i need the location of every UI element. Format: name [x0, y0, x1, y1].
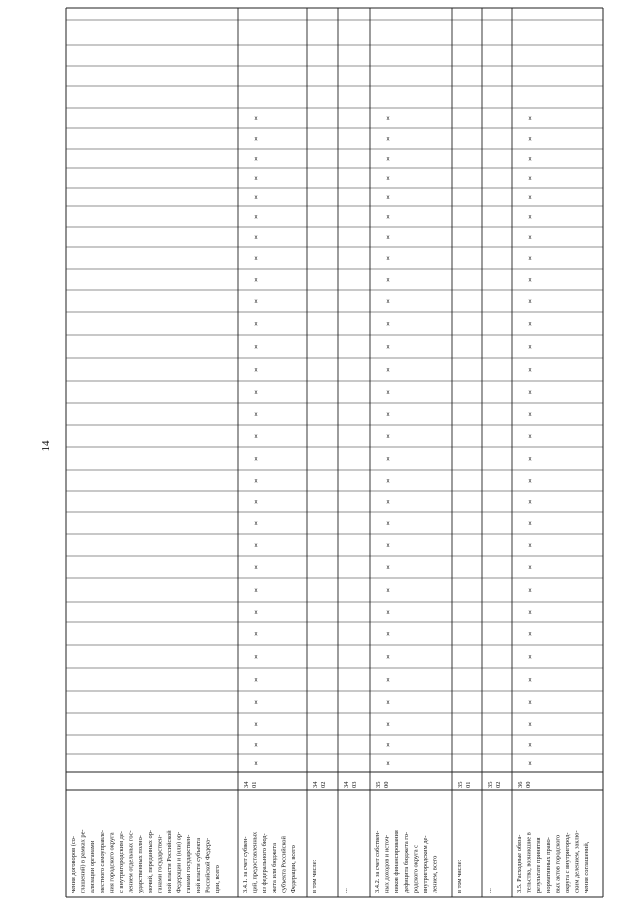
row-label	[311, 859, 318, 893]
x-mark: x	[254, 631, 258, 638]
x-mark: x	[528, 156, 532, 163]
x-mark: x	[254, 176, 258, 182]
x-mark: x	[254, 543, 258, 549]
x-mark: x	[386, 456, 390, 463]
row-label-line: нормативных право-	[544, 837, 552, 893]
x-mark: x	[528, 761, 532, 767]
x-mark: x	[528, 677, 532, 684]
x-mark: x	[528, 521, 532, 527]
x-mark: x	[528, 499, 532, 506]
row-label-line: 3.5. Расходные обяза-	[516, 834, 523, 893]
row-label-line: субъекта Российской	[280, 836, 288, 893]
page-number: 14	[40, 440, 52, 452]
x-mark: x	[386, 235, 390, 241]
row-label	[342, 888, 349, 893]
row-code: 00	[525, 781, 532, 788]
x-mark: x	[528, 434, 532, 440]
row-label	[242, 831, 297, 894]
x-mark: x	[528, 631, 532, 638]
x-mark: x	[386, 299, 390, 305]
row-label-line: ния городского округа	[108, 832, 116, 893]
row-label-line: жета или бюджета	[270, 843, 278, 893]
row-code: 35	[487, 781, 494, 788]
x-mark: x	[254, 499, 258, 506]
row-label	[456, 859, 463, 893]
row-code: 02	[495, 781, 502, 788]
x-mark: x	[386, 195, 390, 201]
x-mark: x	[528, 565, 532, 571]
x-mark: x	[386, 277, 390, 284]
x-mark: x	[528, 543, 532, 549]
x-mark: x	[386, 521, 390, 527]
x-mark: x	[386, 631, 390, 638]
row-code: 35	[457, 781, 464, 788]
row-label-line: Федерации, всего	[290, 845, 297, 893]
row-label-line: в том числе:	[456, 859, 463, 893]
x-mark: x	[254, 588, 258, 594]
x-mark: x	[528, 116, 532, 122]
x-mark: x	[254, 565, 258, 571]
x-mark: x	[528, 654, 532, 661]
row-label-line: результате принятия	[535, 837, 543, 893]
x-mark: x	[386, 543, 390, 549]
row-label-line: лением, всего	[431, 855, 439, 893]
row-code: 02	[320, 781, 327, 788]
x-mark: x	[386, 761, 390, 767]
x-mark: x	[528, 256, 532, 262]
x-mark: x	[254, 235, 258, 241]
x-mark: x	[386, 677, 390, 684]
x-mark: x	[386, 390, 390, 396]
x-mark: x	[528, 344, 532, 351]
row-label-line: лением отдельных гос-	[127, 830, 135, 893]
x-mark: x	[254, 256, 258, 262]
x-mark: x	[254, 321, 258, 328]
x-mark: x	[254, 412, 258, 418]
row-label	[516, 830, 590, 893]
row-label-line: ции, всего	[214, 865, 221, 893]
x-mark: x	[528, 742, 532, 749]
x-mark: x	[386, 214, 390, 221]
x-mark: x	[528, 214, 532, 221]
x-mark: x	[528, 277, 532, 284]
row-label-line: ной власти субъекта	[194, 837, 202, 893]
row-label-line: округа с внутригород-	[564, 832, 571, 893]
x-mark: x	[386, 367, 390, 374]
x-mark: x	[386, 116, 390, 122]
x-mark: x	[254, 742, 258, 749]
row-code: 01	[251, 781, 258, 788]
x-mark: x	[386, 588, 390, 594]
x-mark: x	[386, 700, 390, 706]
row-code: 36	[517, 781, 524, 788]
row-label-line: Российской Федера-	[204, 837, 212, 893]
x-mark: x	[528, 299, 532, 305]
x-mark: x	[254, 116, 258, 122]
x-mark: x	[528, 136, 532, 143]
x-mark: x	[528, 610, 532, 616]
x-mark: x	[386, 654, 390, 661]
x-mark: x	[386, 344, 390, 351]
x-mark: x	[254, 390, 258, 396]
x-mark: x	[528, 321, 532, 328]
row-label-line: 3.4.2. за счет собствен-	[374, 830, 381, 893]
x-mark: x	[528, 195, 532, 201]
row-code: 35	[375, 781, 382, 788]
x-mark: x	[528, 390, 532, 396]
row-label-line: тельства, возникшие в	[525, 832, 533, 893]
x-mark: x	[386, 136, 390, 143]
row-label-line: ализации органами	[89, 840, 97, 893]
x-mark: x	[386, 434, 390, 440]
x-mark: x	[254, 367, 258, 374]
x-mark: x	[528, 176, 532, 182]
x-mark: x	[254, 521, 258, 527]
row-label-line: в том числе:	[311, 859, 318, 893]
row-label	[70, 829, 221, 893]
row-label	[486, 888, 493, 893]
row-label-line: ...	[342, 888, 349, 893]
x-mark: x	[254, 344, 258, 351]
x-mark: x	[528, 722, 532, 728]
x-mark: x	[254, 722, 258, 728]
row-label-line: ганами государствен-	[185, 834, 193, 893]
row-label-line: Федерации и (или) ор-	[175, 831, 183, 893]
row-label-line: ганами государствен-	[156, 834, 164, 893]
x-mark: x	[386, 412, 390, 418]
row-code: 01	[465, 781, 472, 788]
row-label-line: дефицита бюджета го-	[402, 831, 410, 893]
x-mark: x	[386, 478, 390, 485]
x-mark: x	[254, 677, 258, 684]
x-mark: x	[254, 195, 258, 201]
row-label-line: внутригородским де-	[422, 835, 429, 893]
x-mark: x	[528, 456, 532, 463]
row-label-line: ных доходов и источ-	[383, 834, 391, 893]
x-mark: x	[528, 588, 532, 594]
x-mark: x	[386, 499, 390, 506]
row-label-line: 3.4.1. за счет субвен-	[242, 836, 249, 893]
row-label-line: чения соглашений,	[583, 841, 591, 893]
row-label-line: чения договоров (со-	[70, 836, 77, 893]
x-mark: x	[254, 700, 258, 706]
x-mark: x	[386, 742, 390, 749]
x-mark: x	[254, 610, 258, 616]
row-label-line: глашений) в рамках ре-	[79, 829, 87, 893]
row-label-line: родского округа с	[412, 844, 420, 893]
row-label-line: ций, предоставленных	[251, 831, 259, 893]
row-label-line: вых актов городского	[554, 834, 562, 893]
x-mark: x	[254, 456, 258, 463]
row-label-line: ударственных полно-	[137, 835, 145, 893]
x-mark: x	[254, 654, 258, 661]
x-mark: x	[528, 478, 532, 485]
row-code: 34	[343, 781, 350, 788]
x-mark: x	[386, 156, 390, 163]
row-label	[374, 830, 439, 893]
row-code: 00	[383, 781, 390, 788]
table-grid	[66, 8, 603, 897]
row-label-line: ников финансирования	[393, 830, 401, 893]
row-code: 03	[351, 781, 358, 788]
row-label-line: ским делением, заклю-	[573, 830, 581, 893]
x-mark: x	[386, 176, 390, 182]
x-mark: x	[528, 235, 532, 241]
x-mark: x	[386, 610, 390, 616]
row-code: 34	[312, 781, 319, 788]
row-label-line: ной власти Российской	[166, 830, 173, 893]
x-mark: x	[528, 700, 532, 706]
row-label-line: ...	[486, 888, 493, 893]
row-label-line: местного самоуправле-	[98, 829, 106, 893]
x-mark: x	[254, 478, 258, 485]
row-code: 34	[243, 781, 250, 788]
x-mark: x	[254, 277, 258, 284]
x-mark: x	[528, 367, 532, 374]
x-mark: x	[254, 761, 258, 767]
row-label-line: из федерального бюд-	[261, 833, 269, 893]
x-mark: x	[386, 565, 390, 571]
x-mark: x	[528, 412, 532, 418]
x-mark: x	[386, 256, 390, 262]
x-mark: x	[254, 136, 258, 143]
x-mark: x	[386, 321, 390, 328]
x-mark: x	[254, 434, 258, 440]
row-label-line: с внутригородским де-	[118, 831, 125, 893]
x-mark: x	[254, 156, 258, 163]
x-mark: x	[254, 214, 258, 221]
x-mark: x	[386, 722, 390, 728]
x-mark: x	[254, 299, 258, 305]
row-label-line: мочий, переданных ор-	[146, 829, 154, 893]
